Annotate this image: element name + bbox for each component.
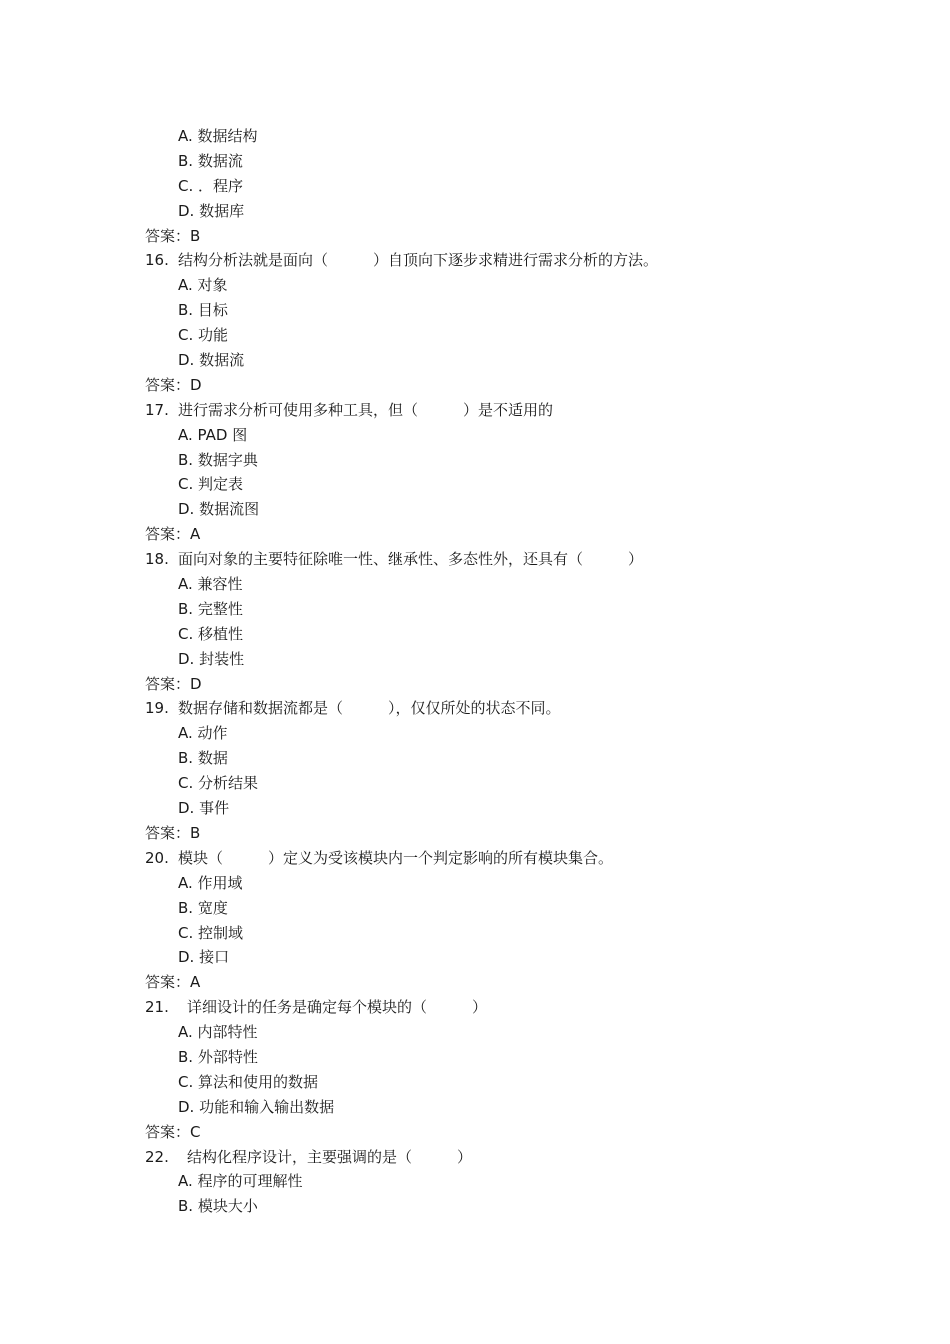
option-item (0, 721, 950, 746)
option-letter: B. (178, 749, 194, 768)
option-letter: B. (178, 1197, 194, 1216)
option-text: 数据 (197, 749, 228, 768)
option-text: 模块大小 (197, 1197, 258, 1216)
question-text: 结构化程序设计，主要强调的是（ ） (187, 1147, 473, 1166)
option-letter: B. (178, 450, 194, 469)
option-letter: A. (178, 1172, 193, 1191)
question-stem (0, 398, 950, 423)
option-item (0, 1070, 950, 1095)
option-item (0, 921, 950, 946)
question-text: 面向对象的主要特征除唯一性、继承性、多态性外，还具有（ ） (178, 550, 644, 569)
option-text: 事件 (199, 799, 230, 818)
option-item (0, 199, 950, 224)
option-letter: A. (178, 575, 193, 594)
option-text: 分析结果 (198, 774, 259, 793)
question-stem (0, 696, 950, 721)
option-text: 功能 (198, 326, 229, 345)
option-letter: D. (178, 948, 195, 967)
option-item (0, 871, 950, 896)
option-text: PAD 图 (197, 425, 248, 444)
option-letter: C. (178, 326, 194, 345)
answer-line: 答案：B (145, 226, 201, 245)
option-text: 作用域 (197, 873, 243, 892)
option-letter: B. (178, 599, 194, 618)
option-item (0, 448, 950, 473)
option-item (0, 1095, 950, 1120)
option-item (0, 746, 950, 771)
option-letter: D. (178, 500, 195, 519)
answer-line: 答案：A (145, 525, 201, 544)
option-text: 完整性 (197, 599, 243, 618)
question-number: 18. (145, 550, 169, 569)
question-stem (0, 1145, 950, 1170)
question-stem (0, 248, 950, 273)
option-text: 外部特性 (197, 1047, 258, 1066)
option-text: 控制域 (198, 923, 244, 942)
answer-line: 答案：D (145, 674, 202, 693)
option-letter: C. (178, 923, 194, 942)
question-stem (0, 846, 950, 871)
option-letter: D. (178, 351, 195, 370)
option-item (0, 796, 950, 821)
option-item (0, 572, 950, 597)
option-item (0, 497, 950, 522)
option-letter: D. (178, 649, 195, 668)
option-letter: C. (178, 624, 194, 643)
option-letter: A. (178, 276, 193, 295)
option-item (0, 647, 950, 672)
option-letter: A. (178, 127, 193, 145)
option-text: 封装性 (199, 649, 245, 668)
answer-line: 答案：C (145, 1122, 201, 1141)
option-item (0, 423, 950, 448)
question-list (0, 124, 950, 1219)
option-letter: C. (178, 176, 194, 195)
option-text: 功能和输入输出数据 (199, 1097, 335, 1116)
option-text: 数据流 (199, 351, 245, 370)
question-number: 22. (145, 1147, 169, 1166)
question-text: 模块（ ）定义为受该模块内一个判定影响的所有模块集合。 (178, 848, 614, 867)
option-item (0, 622, 950, 647)
option-text: 数据结构 (197, 127, 258, 145)
answer-line: 答案：D (145, 375, 202, 394)
option-text: 数据字典 (197, 450, 258, 469)
option-text: 判定表 (198, 475, 244, 494)
option-item (0, 1169, 950, 1194)
option-item (0, 149, 950, 174)
option-letter: C. (178, 1072, 194, 1091)
answer-line: 答案：A (145, 973, 201, 992)
option-text: 接口 (199, 948, 230, 967)
option-item (0, 174, 950, 199)
option-text: 内部特性 (197, 1023, 258, 1042)
option-item (0, 597, 950, 622)
option-text: 宽度 (197, 898, 228, 917)
option-text: 移植性 (198, 624, 244, 643)
option-letter: A. (178, 1023, 193, 1042)
question-stem (0, 547, 950, 572)
option-item (0, 945, 950, 970)
option-item (0, 348, 950, 373)
question-text: 结构分析法就是面向（ ）自顶向下逐步求精进行需求分析的方法。 (178, 251, 659, 270)
answer-line: 答案：B (145, 823, 201, 842)
option-text: 目标 (197, 301, 228, 320)
option-text: 程序的可理解性 (197, 1172, 303, 1191)
option-item (0, 472, 950, 497)
question-text: 数据存储和数据流都是（ ），仅仅所处的状态不同。 (178, 699, 561, 718)
option-item (0, 323, 950, 348)
option-letter: B. (178, 1047, 194, 1066)
option-text: ．程序 (198, 176, 244, 195)
option-letter: D. (178, 799, 195, 818)
option-text: 数据流 (197, 151, 243, 170)
option-text: 数据库 (199, 201, 245, 220)
option-text: 算法和使用的数据 (198, 1072, 319, 1091)
question-number: 16. (145, 251, 169, 270)
question-number: 17. (145, 400, 169, 419)
option-item (0, 771, 950, 796)
option-item (0, 1045, 950, 1070)
option-item (0, 1020, 950, 1045)
question-number: 21. (145, 998, 169, 1017)
option-letter: C. (178, 774, 194, 793)
document-page (0, 124, 950, 1219)
option-letter: D. (178, 201, 195, 220)
option-text: 兼容性 (197, 575, 243, 594)
option-item (0, 124, 950, 149)
option-letter: C. (178, 475, 194, 494)
question-stem (0, 995, 950, 1020)
question-text: 进行需求分析可使用多种工具，但（ ）是不适用的 (178, 400, 554, 419)
question-text: 详细设计的任务是确定每个模块的（ ） (187, 998, 488, 1017)
option-text: 数据流图 (199, 500, 260, 519)
option-text: 动作 (197, 724, 228, 743)
option-letter: A. (178, 873, 193, 892)
option-item (0, 896, 950, 921)
option-letter: A. (178, 425, 193, 444)
option-letter: D. (178, 1097, 195, 1116)
option-item (0, 1194, 950, 1219)
option-letter: B. (178, 151, 194, 170)
option-letter: B. (178, 301, 194, 320)
option-letter: B. (178, 898, 194, 917)
option-item (0, 298, 950, 323)
option-item (0, 273, 950, 298)
option-letter: A. (178, 724, 193, 743)
question-number: 19. (145, 699, 169, 718)
option-text: 对象 (197, 276, 228, 295)
question-number: 20. (145, 848, 169, 867)
